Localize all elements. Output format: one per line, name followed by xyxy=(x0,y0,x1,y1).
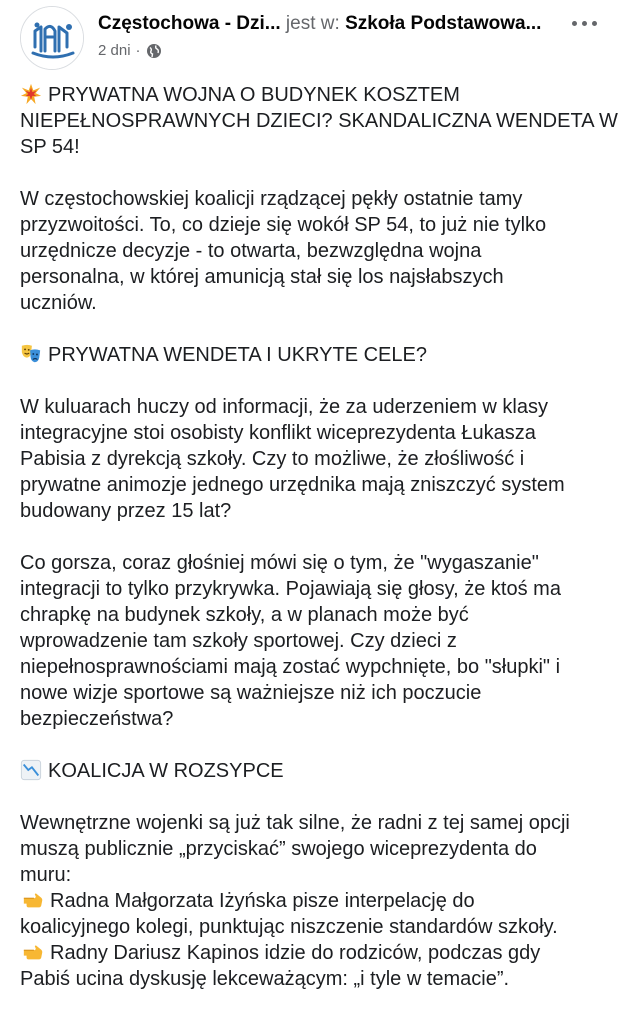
section-title-1: PRYWATNA WENDETA I UKRYTE CELE? xyxy=(48,344,427,366)
post-body xyxy=(20,82,618,992)
intro-paragraph: W częstochowskiej koalicji rządzącej pękły ostatnie tamy przyzwoitości. To, co dzieje się wokół SP 54, to już nie tylko urzędnicze decyzje - to otwarta, bezwzględna wojna personalna, w której amunicją stał się los najsłabszych uczniów. xyxy=(20,188,547,314)
headline-line-3: SP 54! xyxy=(20,136,80,158)
post-meta xyxy=(98,42,550,60)
section-heading-2 xyxy=(20,758,606,784)
post-header-text xyxy=(98,12,550,60)
section-title-2: KOALICJA W ROZSYPCE xyxy=(48,760,284,782)
post-header xyxy=(20,0,606,82)
connector-text: jest w: xyxy=(285,13,340,34)
headline-line-2: NIEPEŁNOSPRAWNYCH DZIECI? SKANDALICZNA WENDETA W xyxy=(20,110,618,132)
bullet-list xyxy=(20,888,606,992)
pointing-right-emoji-icon xyxy=(22,941,44,963)
chart-decreasing-emoji-icon xyxy=(20,759,42,781)
more-options-icon xyxy=(572,21,577,26)
list-item: Radna Małgorzata Iżyńska pisze interpelację do koalicyjnego kolegi, punktując niszczenie standardów szkoły. xyxy=(20,890,558,938)
explosion-emoji-icon xyxy=(20,83,42,105)
post-timestamp[interactable]: 2 dni xyxy=(98,42,131,59)
post-headline xyxy=(20,82,618,160)
page-logo-icon xyxy=(21,7,84,70)
page-name-link[interactable]: Częstochowa - Dzi... xyxy=(98,13,281,34)
headline-line-1: PRYWATNA WOJNA O BUDYNEK KOSZTEM xyxy=(48,84,460,106)
globe-icon xyxy=(146,43,162,59)
more-options-button[interactable] xyxy=(562,8,606,38)
group-name-link[interactable]: Szkoła Podstawowa... xyxy=(345,13,542,34)
section1-paragraph-1: W kuluarach huczy od informacji, że za uderzeniem w klasy integracyjne stoi osobisty konflikt wiceprezydenta Łukasza Pabisia z dyrekcją szkoły. Czy to możliwe, że złośliwość i prywatne animozje jednego urzędnika mają zniszczyć system budowany przez 15 lat? xyxy=(20,396,565,522)
list-item: Radny Dariusz Kapinos idzie do rodziców, podczas gdy Pabiś ucina dyskusję lekceważącym: „i tyle w temacie”. xyxy=(20,942,541,990)
meta-separator: · xyxy=(135,42,141,59)
section1-paragraph-2: Co gorsza, coraz głośniej mówi się o tym, że "wygaszanie" integracji to tylko przykrywka. Pojawiają się głosy, że ktoś ma chrapkę na budynek szkoły, a w planach może być wprowadzenie tam szkoły sportowej. Czy dzieci z niepełnosprawnościami mają zostać wypchnięte, bo "słupki" i nowe wizje sportowe są ważniejsze niż ich poczucie bezpieczeństwa? xyxy=(20,552,561,730)
page-avatar[interactable] xyxy=(20,6,84,70)
section2-paragraph-1: Wewnętrzne wojenki są już tak silne, że radni z tej samej opcji muszą publicznie „przyciskać” swojego wiceprezydenta do muru: xyxy=(20,812,570,886)
post-author-line xyxy=(98,12,550,36)
section-heading-1 xyxy=(20,342,606,368)
theater-masks-emoji-icon xyxy=(20,343,42,365)
pointing-right-emoji-icon xyxy=(22,889,44,911)
